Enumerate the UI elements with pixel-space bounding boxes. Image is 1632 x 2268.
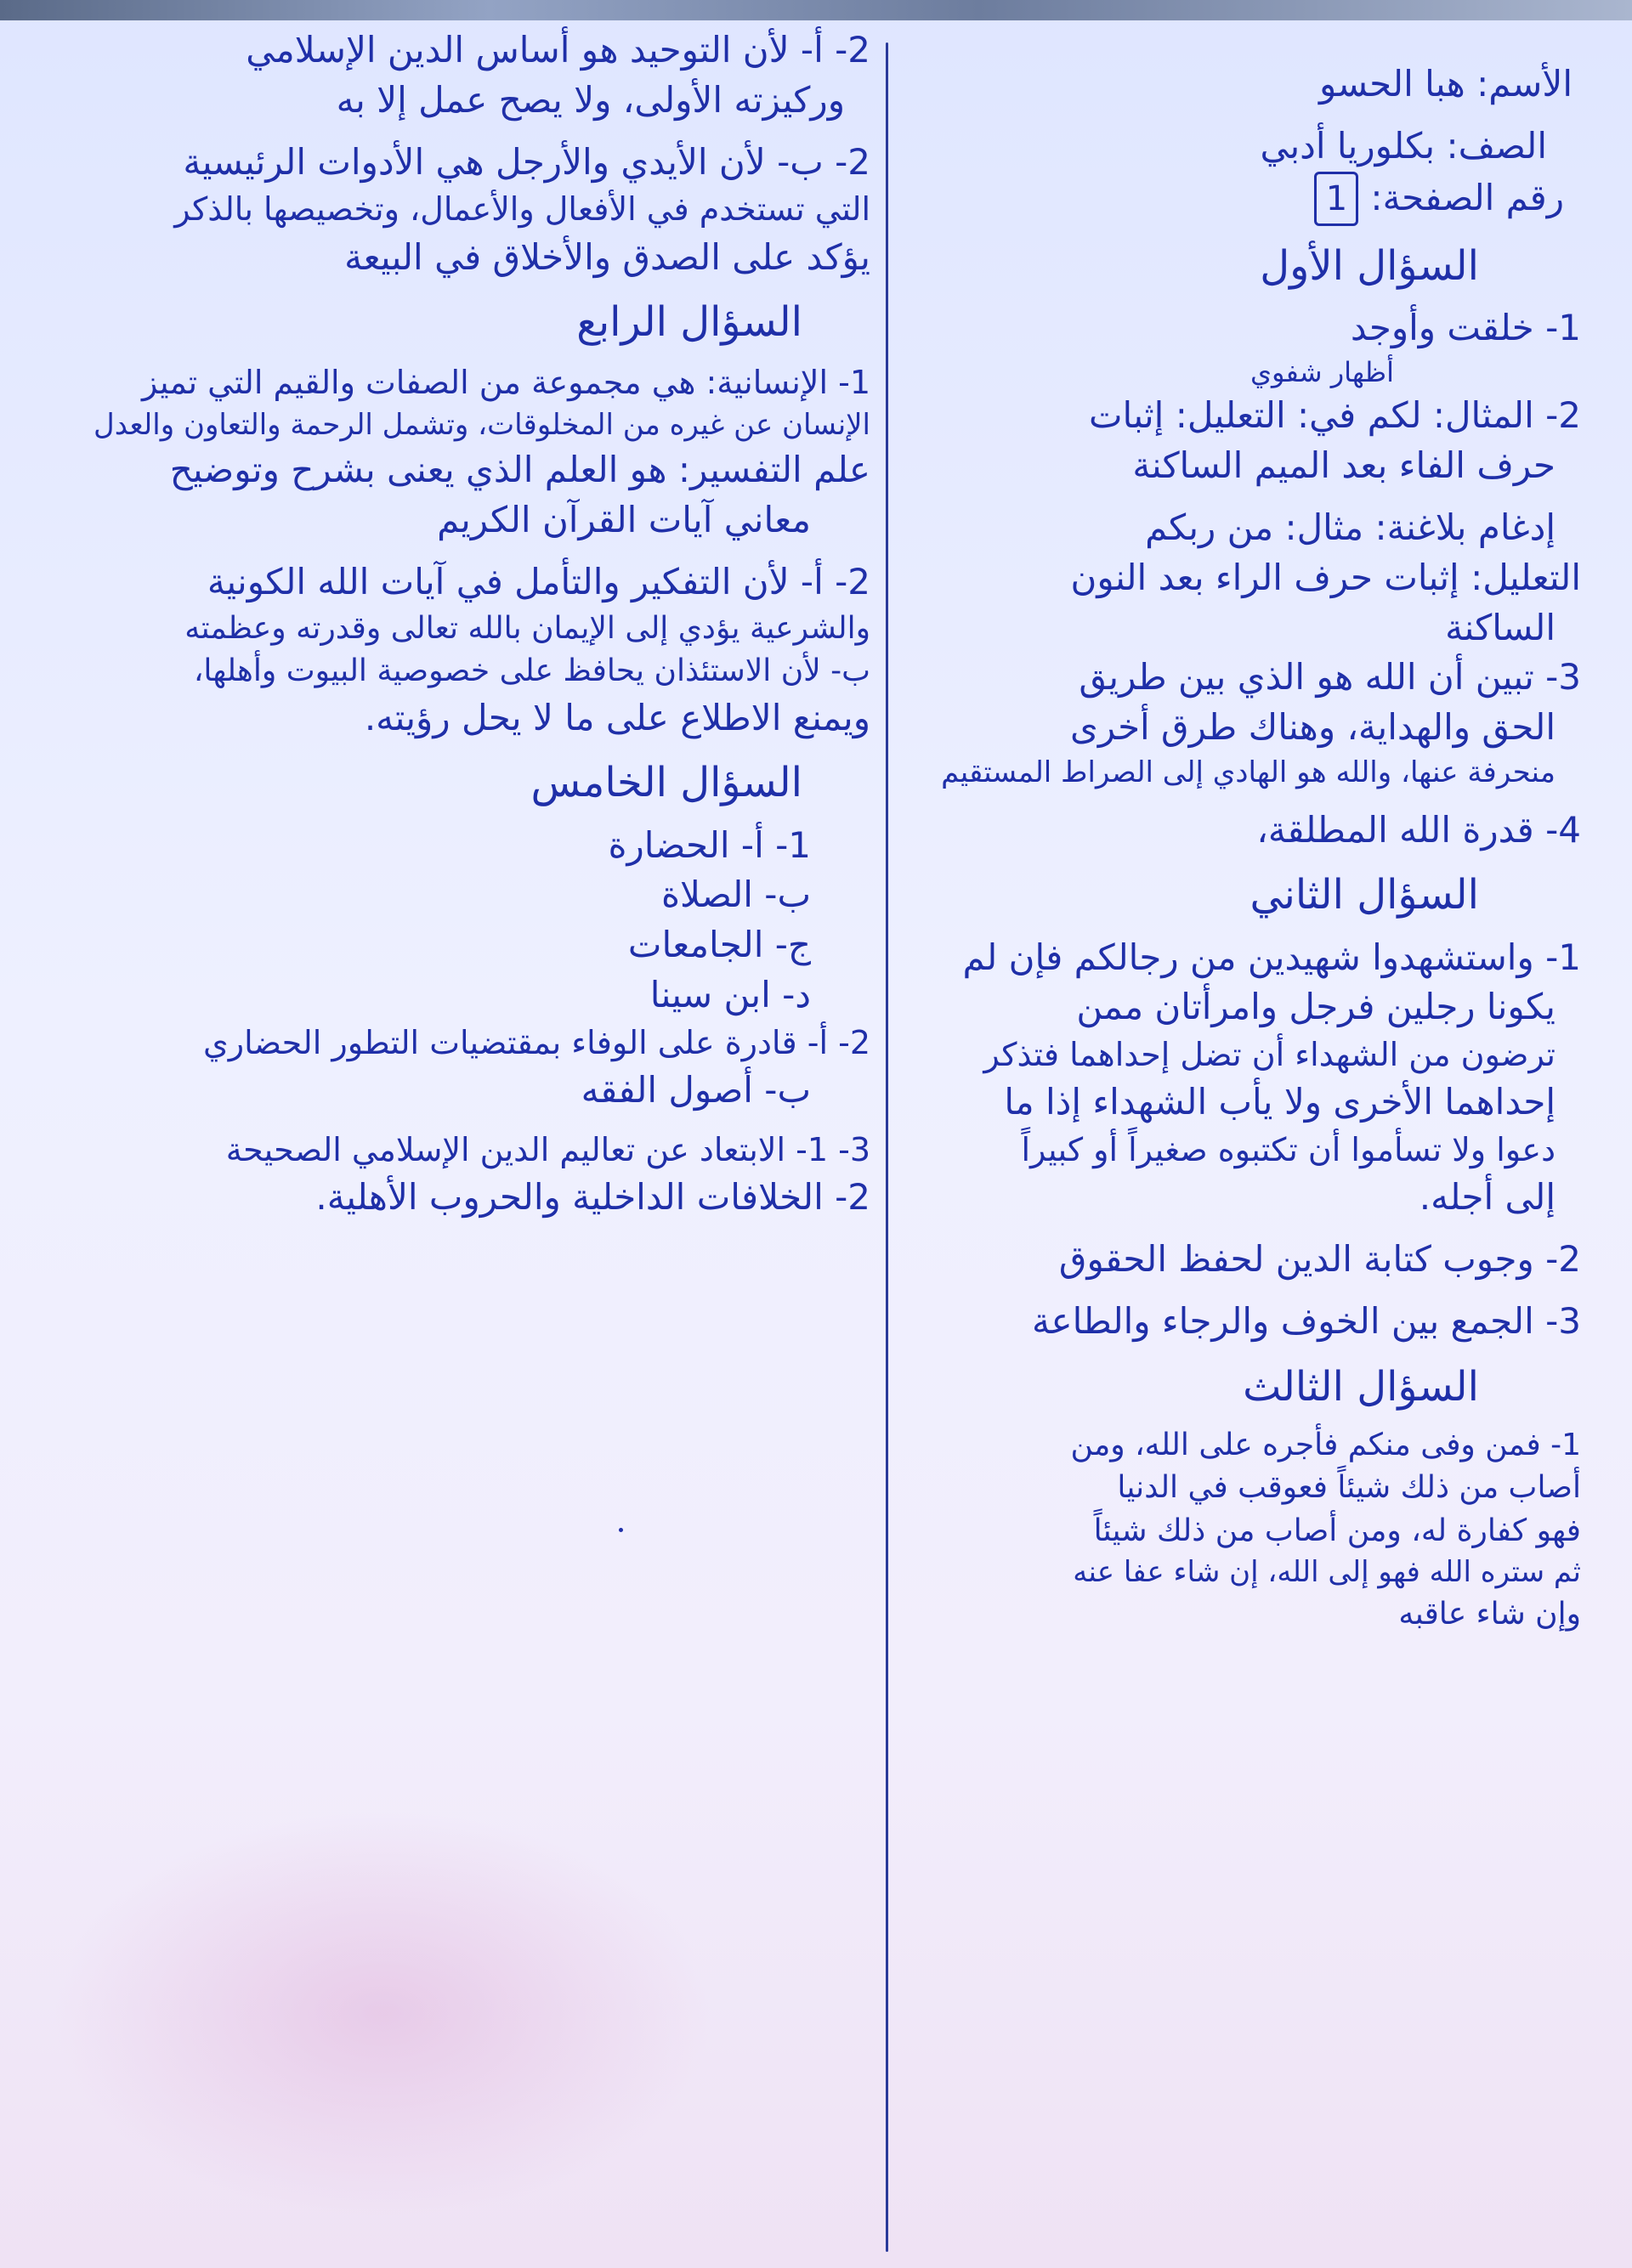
q5-line: ب- الصلاة	[661, 874, 811, 916]
q5-line: ب- أصول الفقه	[581, 1068, 811, 1111]
q3-cont-line: 2- ب- لأن الأيدي والأرجل هي الأدوات الرئيسية	[183, 140, 870, 183]
left-column	[20, 25, 870, 1223]
q4-line: 2- أ- لأن التفكير والتأمل في آيات الله الكونية	[207, 560, 870, 602]
q1-line: 2- المثال: لكم في: التعليل: إثبات	[1088, 394, 1581, 437]
q1-line: إدغام بلاغنة: مثال: من ربكم	[1145, 506, 1556, 548]
q3-line: أصاب من ذلك شيئاً فعوقب في الدنيا	[1117, 1470, 1581, 1506]
q5-line: 1- أ- الحضارة	[608, 823, 811, 866]
q2-line: دعوا ولا تسأموا أن تكتبوه صغيراً أو كبيراً	[1021, 1131, 1556, 1169]
q3-cont-line: 2- أ- لأن التوحيد هو أساس الدين الإسلامي	[246, 29, 870, 71]
q1-line: التعليل: إثبات حرف الراء بعد النون	[1070, 556, 1581, 598]
q4-line: الإنسان عن غيره من المخلوقات، وتشمل الرحمة والتعاون والعدل	[93, 407, 870, 442]
q4-line: علم التفسير: هو العلم الذي يعنى بشرح وتوضيح	[169, 449, 870, 491]
q2-line: إحداهما الأخرى ولا يأب الشهداء إذا ما	[1004, 1081, 1556, 1123]
page-number-label: رقم الصفحة:	[1370, 177, 1564, 219]
q1-title: السؤال الأول	[1260, 241, 1479, 290]
q5-line: 2- الخلافات الداخلية والحروب الأهلية.	[315, 1175, 870, 1218]
page-number-row	[910, 172, 1581, 226]
q1-line: منحرفة عنها، والله هو الهادي إلى الصراط المستقيم	[941, 755, 1556, 789]
q1-line: 1- خلقت وأوجد	[1350, 306, 1581, 348]
q3-line: 1- فمن وفى منكم فأجره على الله، ومن	[1070, 1427, 1581, 1462]
paper-stain	[51, 1810, 714, 2218]
q3-cont-line: وركيزته الأولى، ولا يصح عمل إلا به	[336, 78, 845, 121]
q2-line: إلى أجله.	[1419, 1176, 1556, 1219]
ink-dot	[619, 1528, 623, 1532]
q5-title: السؤال الخامس	[530, 759, 802, 807]
q1-line: أظهار شفوي	[1250, 355, 1394, 388]
q2-title: السؤال الثاني	[1250, 871, 1479, 919]
q3-line: ثم ستره الله فهو إلى الله، إن شاء عفا عنه	[1073, 1555, 1581, 1590]
q1-line: الساكنة	[1445, 606, 1556, 648]
q2-line: 3- الجمع بين الخوف والرجاء والطاعة	[1031, 1299, 1581, 1342]
q2-line: 1- واستشهدوا شهيدين من رجالكم فإن لم	[962, 936, 1581, 978]
q4-line: ويمنع الاطلاع على ما لا يحل رؤيته.	[364, 696, 870, 738]
q3-cont-line: يؤكد على الصدق والأخلاق في البيعة	[344, 235, 870, 278]
student-class: الصف: بكلوريا أدبي	[1260, 124, 1547, 167]
q4-line: والشرعية يؤدي إلى الإيمان بالله تعالى وقدرته وعظمته	[184, 610, 870, 646]
column-divider	[886, 42, 888, 2252]
q3-line: وإن شاء عاقبه	[1398, 1596, 1581, 1632]
q1-line: حرف الفاء بعد الميم الساكنة	[1132, 444, 1556, 487]
q5-line: د- ابن سينا	[649, 973, 811, 1015]
q4-line: 1- الإنسانية: هي مجموعة من الصفات والقيم التي تميز	[142, 363, 870, 401]
q5-line: 3- 1- الابتعاد عن تعاليم الدين الإسلامي الصحيحة	[225, 1130, 870, 1168]
q4-title: السؤال الرابع	[576, 298, 802, 347]
q2-line: يكونا رجلين فرجل وامرأتان ممن	[1076, 986, 1556, 1028]
q2-line: 2- وجوب كتابة الدين لحفظ الحقوق	[1058, 1238, 1581, 1281]
student-name: الأسم: هبا الحسو	[1319, 63, 1572, 105]
q2-line: ترضون من الشهداء أن تضل إحداهما فتذكر	[983, 1036, 1556, 1074]
q1-line: 4- قدرة الله المطلقة،	[1256, 808, 1581, 851]
q5-line: ج- الجامعات	[627, 924, 811, 966]
q3-cont-line: التي تستخدم في الأفعال والأعمال، وتخصيصها بالذكر	[174, 190, 870, 229]
q3-title: السؤال الثالث	[1243, 1362, 1479, 1411]
right-column	[910, 59, 1581, 1636]
q4-line: معاني آيات القرآن الكريم	[437, 499, 811, 541]
page-number-box: 1	[1314, 172, 1358, 226]
q1-line: الحق والهداية، وهناك طرق أخرى	[1070, 706, 1556, 749]
q5-line: 2- أ- قادرة على الوفاء بمقتضيات التطور الحضاري	[202, 1023, 870, 1061]
q1-line: 3- تبين أن الله هو الذي بين طريق	[1079, 656, 1581, 698]
q3-line: فهو كفارة له، ومن أصاب من ذلك شيئاً	[1093, 1513, 1581, 1548]
scanned-top-edge	[0, 0, 1632, 20]
q4-line: ب- لأن الاستئذان يحافظ على خصوصية البيوت وأهلها،	[193, 653, 870, 689]
